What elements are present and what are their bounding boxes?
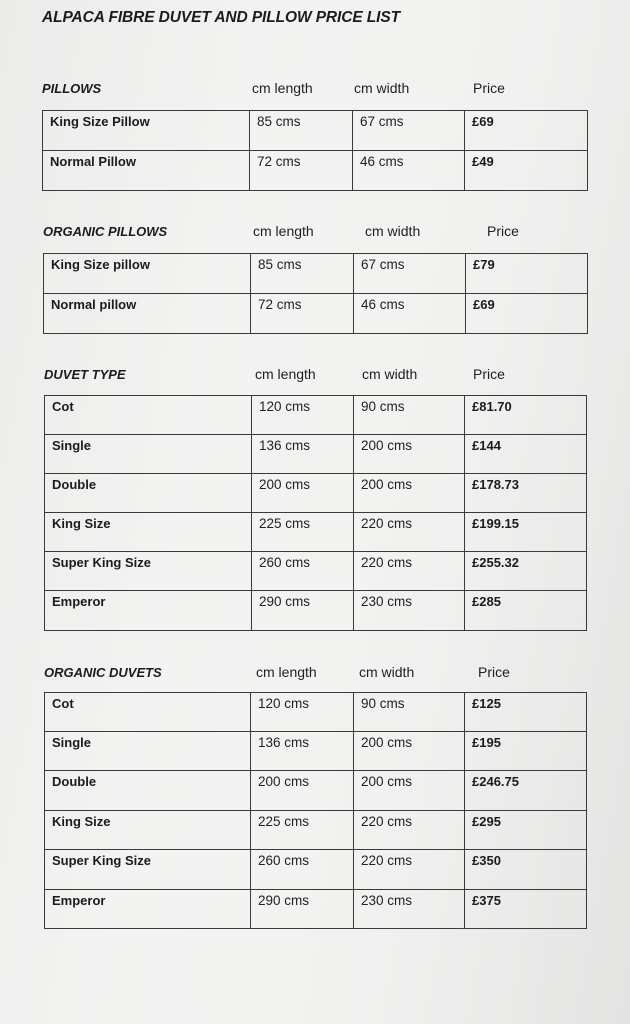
item-name-cell: Normal pillow	[44, 294, 251, 334]
table-row	[44, 254, 588, 294]
width-cell: 67 cms	[354, 254, 466, 294]
price-cell: £49	[465, 151, 588, 191]
price-table	[42, 110, 588, 191]
item-name-cell: Super King Size	[45, 552, 252, 591]
item-name-cell: Single	[45, 732, 251, 771]
item-name-cell: Emperor	[45, 890, 251, 929]
length-cell: 200 cms	[251, 771, 354, 811]
width-cell: 220 cms	[354, 513, 465, 552]
width-cell: 220 cms	[354, 850, 465, 890]
item-name-cell: Super King Size	[45, 850, 251, 890]
column-header-width: cm width	[365, 223, 421, 239]
width-cell: 46 cms	[353, 151, 465, 191]
column-header-price: Price	[473, 366, 505, 382]
item-name-cell: Normal Pillow	[43, 151, 250, 191]
price-table	[44, 395, 587, 631]
section-pillows	[0, 80, 630, 169]
item-name-cell: King Size	[45, 811, 251, 850]
width-cell: 230 cms	[354, 890, 465, 929]
length-cell: 290 cms	[251, 890, 354, 929]
column-header-length: cm length	[252, 80, 313, 96]
table-row	[45, 732, 587, 771]
length-cell: 85 cms	[251, 254, 354, 294]
table-row	[43, 111, 588, 151]
width-cell: 90 cms	[354, 693, 465, 732]
item-name-cell: King Size	[45, 513, 252, 552]
price-cell: £285	[465, 591, 587, 631]
price-cell: £81.70	[465, 396, 587, 435]
width-cell: 200 cms	[354, 435, 465, 474]
table-row	[45, 513, 587, 552]
price-cell: £178.73	[465, 474, 587, 513]
price-cell: £375	[465, 890, 587, 929]
item-name-cell: Cot	[45, 396, 252, 435]
width-cell: 220 cms	[354, 811, 465, 850]
length-cell: 85 cms	[250, 111, 353, 151]
table-row	[45, 552, 587, 591]
length-cell: 200 cms	[252, 474, 354, 513]
column-header-price: Price	[478, 664, 510, 680]
width-cell: 67 cms	[353, 111, 465, 151]
table-row	[44, 294, 588, 334]
price-cell: £246.75	[465, 771, 587, 811]
item-name-cell: Double	[45, 474, 252, 513]
column-header-length: cm length	[253, 223, 314, 239]
column-header-width: cm width	[354, 80, 410, 96]
price-cell: £125	[465, 693, 587, 732]
price-cell: £195	[465, 732, 587, 771]
table-row	[45, 474, 587, 513]
section-title: PILLOWS	[42, 81, 102, 96]
length-cell: 136 cms	[251, 732, 354, 771]
item-name-cell: Double	[45, 771, 251, 811]
table-row	[43, 151, 588, 191]
section-title: DUVET TYPE	[44, 367, 126, 382]
price-cell: £350	[465, 850, 587, 890]
column-header-width: cm width	[362, 366, 418, 382]
item-name-cell: King Size Pillow	[43, 111, 250, 151]
section-header	[0, 80, 630, 100]
table-row	[45, 811, 587, 850]
column-header-length: cm length	[256, 664, 317, 680]
width-cell: 200 cms	[354, 732, 465, 771]
length-cell: 72 cms	[250, 151, 353, 191]
item-name-cell: Emperor	[45, 591, 252, 631]
section-organic-duvets	[0, 664, 630, 908]
table-row	[45, 396, 587, 435]
column-header-price: Price	[487, 223, 519, 239]
length-cell: 72 cms	[251, 294, 354, 334]
price-table	[44, 692, 587, 929]
item-name-cell: Single	[45, 435, 252, 474]
price-cell: £255.32	[465, 552, 587, 591]
price-cell: £199.15	[465, 513, 587, 552]
width-cell: 46 cms	[354, 294, 466, 334]
table-row	[45, 850, 587, 890]
width-cell: 200 cms	[354, 474, 465, 513]
column-header-width: cm width	[359, 664, 415, 680]
section-header	[0, 366, 630, 386]
width-cell: 220 cms	[354, 552, 465, 591]
price-cell: £69	[466, 294, 588, 334]
section-title: ORGANIC PILLOWS	[43, 224, 168, 239]
length-cell: 260 cms	[251, 850, 354, 890]
section-organic-pillows	[0, 223, 630, 312]
section-title: ORGANIC DUVETS	[44, 665, 162, 680]
price-cell: £69	[465, 111, 588, 151]
section-header	[0, 664, 630, 684]
table-row	[45, 435, 587, 474]
table-row	[45, 890, 587, 929]
column-header-length: cm length	[255, 366, 316, 382]
length-cell: 290 cms	[252, 591, 354, 631]
length-cell: 120 cms	[251, 693, 354, 732]
section-header	[0, 223, 630, 243]
length-cell: 120 cms	[252, 396, 354, 435]
length-cell: 136 cms	[252, 435, 354, 474]
item-name-cell: Cot	[45, 693, 251, 732]
width-cell: 200 cms	[354, 771, 465, 811]
price-cell: £295	[465, 811, 587, 850]
width-cell: 230 cms	[354, 591, 465, 631]
column-header-price: Price	[473, 80, 505, 96]
length-cell: 260 cms	[252, 552, 354, 591]
document-title: ALPACA FIBRE DUVET AND PILLOW PRICE LIST	[42, 9, 400, 26]
table-row	[45, 591, 587, 631]
table-row	[45, 693, 587, 732]
table-row	[45, 771, 587, 811]
length-cell: 225 cms	[252, 513, 354, 552]
price-cell: £79	[466, 254, 588, 294]
price-table	[43, 253, 588, 334]
length-cell: 225 cms	[251, 811, 354, 850]
item-name-cell: King Size pillow	[44, 254, 251, 294]
section-duvet-type	[0, 366, 630, 609]
width-cell: 90 cms	[354, 396, 465, 435]
price-cell: £144	[465, 435, 587, 474]
